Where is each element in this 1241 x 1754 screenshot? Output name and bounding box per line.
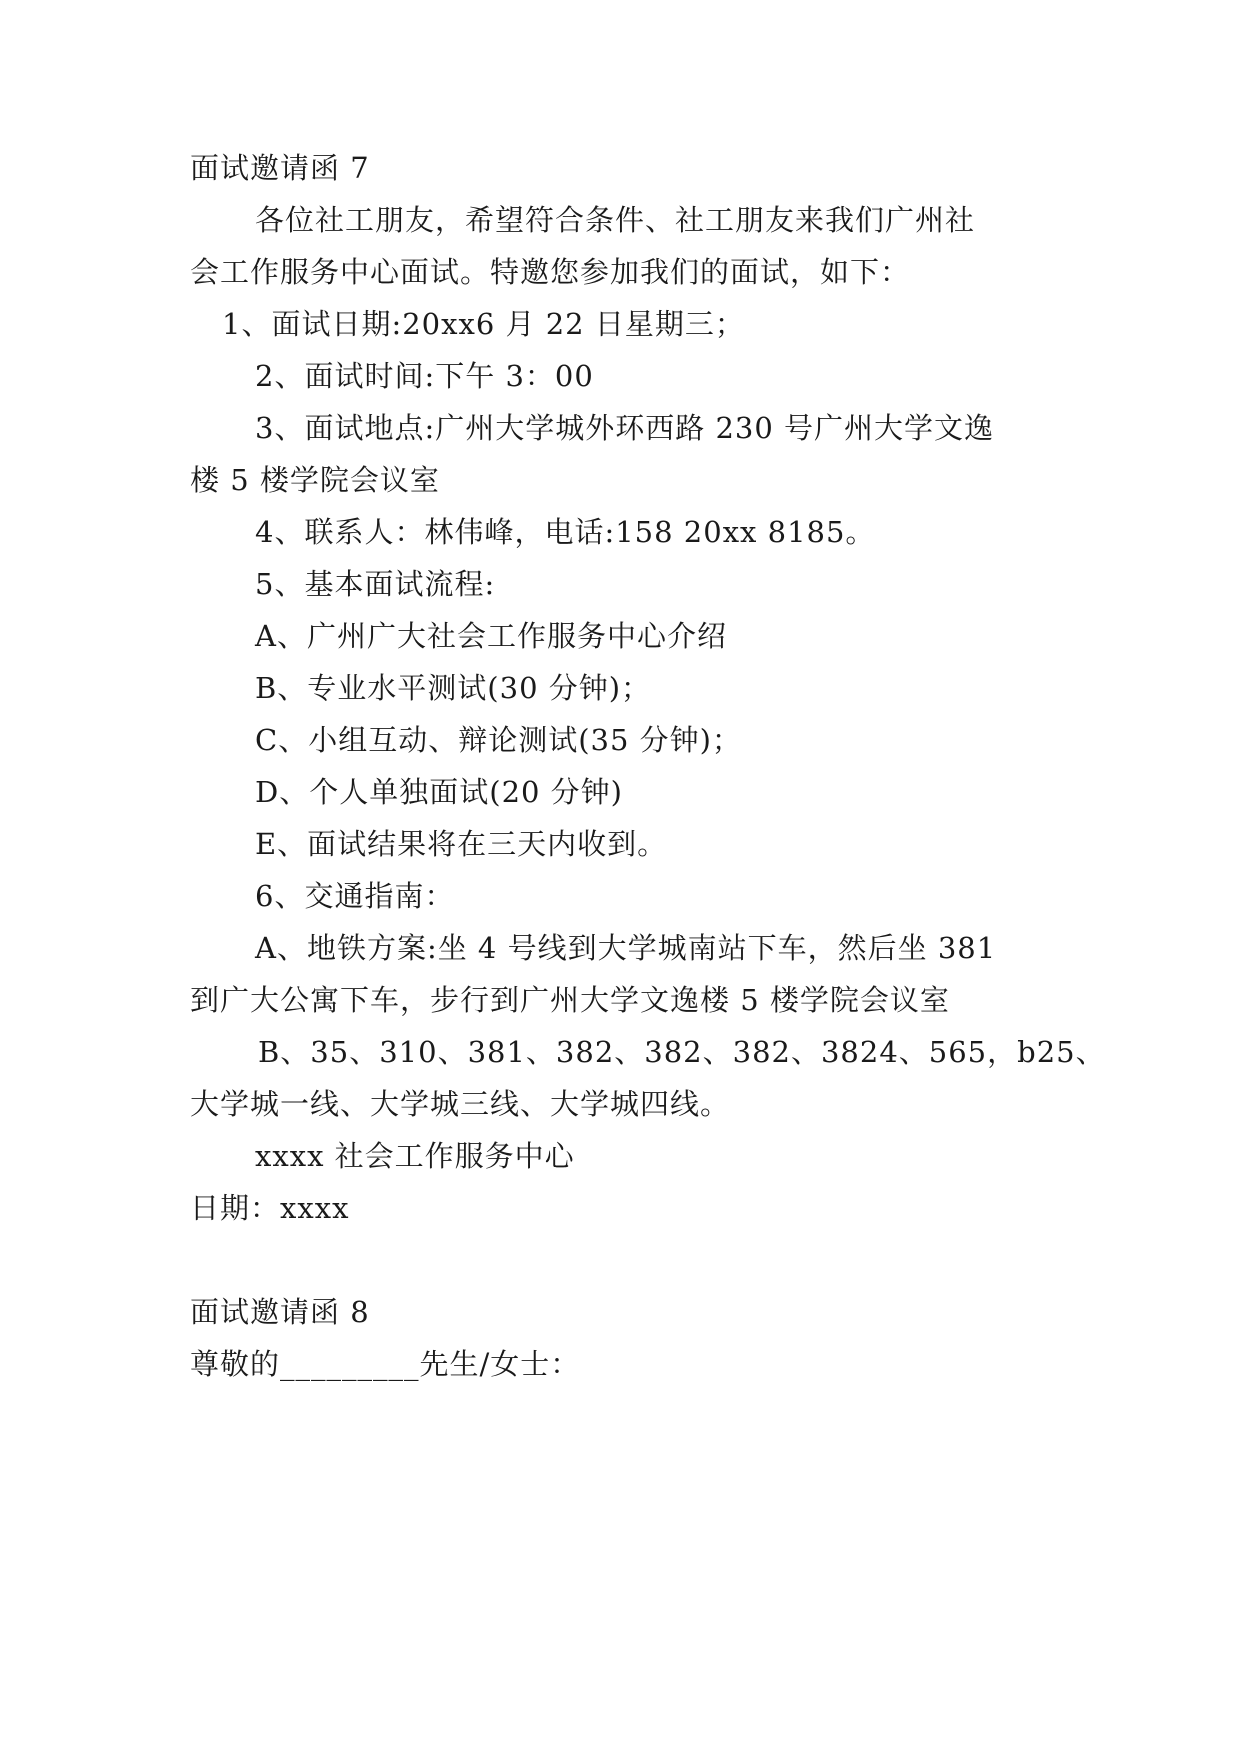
- item6-metro-line1: A、地铁方案:坐 4 号线到大学城南站下车，然后坐 381: [255, 931, 997, 965]
- item5-step-b: B、专业水平测试(30 分钟)；: [255, 671, 652, 705]
- item3-interview-location-line1: 3、面试地点:广州大学城外环西路 230 号广州大学文逸: [255, 411, 995, 445]
- organization-signature: xxxx 社会工作服务中心: [255, 1139, 575, 1173]
- item1-interview-date: 1、面试日期:20xx6 月 22 日星期三；: [222, 307, 745, 341]
- section7-intro-line2: 会工作服务中心面试。特邀您参加我们的面试，如下：: [190, 255, 911, 289]
- item2-interview-time: 2、面试时间:下午 3：00: [255, 359, 594, 393]
- item5-process-heading: 5、基本面试流程:: [255, 567, 496, 601]
- item6-bus-line2: 大学城一线、大学城三线、大学城四线。: [190, 1087, 731, 1121]
- section7-title: 面试邀请函 7: [190, 151, 370, 185]
- item6-transport-heading: 6、交通指南：: [255, 879, 455, 913]
- item6-metro-line2: 到广大公寓下车，步行到广州大学文逸楼 5 楼学院会议室: [190, 983, 950, 1017]
- item3-interview-location-line2: 楼 5 楼学院会议室: [190, 463, 440, 497]
- item5-step-d: D、个人单独面试(20 分钟): [255, 775, 623, 809]
- item5-step-a: A、广州广大社会工作服务中心介绍: [255, 619, 727, 653]
- item5-step-e: E、面试结果将在三天内收到。: [255, 827, 668, 861]
- item5-step-c: C、小组互动、辩论测试(35 分钟)；: [255, 723, 742, 757]
- item6-bus-line1: B、35、310、381、382、382、382、3824、565，b25、: [258, 1035, 1106, 1069]
- item4-contact: 4、联系人：林伟峰，电话:158 20xx 8185。: [255, 515, 876, 549]
- section8-title: 面试邀请函 8: [190, 1295, 370, 1329]
- section8-salutation: 尊敬的_________先生/女士：: [190, 1347, 581, 1381]
- signature-date: 日期：xxxx: [190, 1191, 350, 1225]
- section7-intro-line1: 各位社工朋友，希望符合条件、社工朋友来我们广州社: [255, 203, 976, 237]
